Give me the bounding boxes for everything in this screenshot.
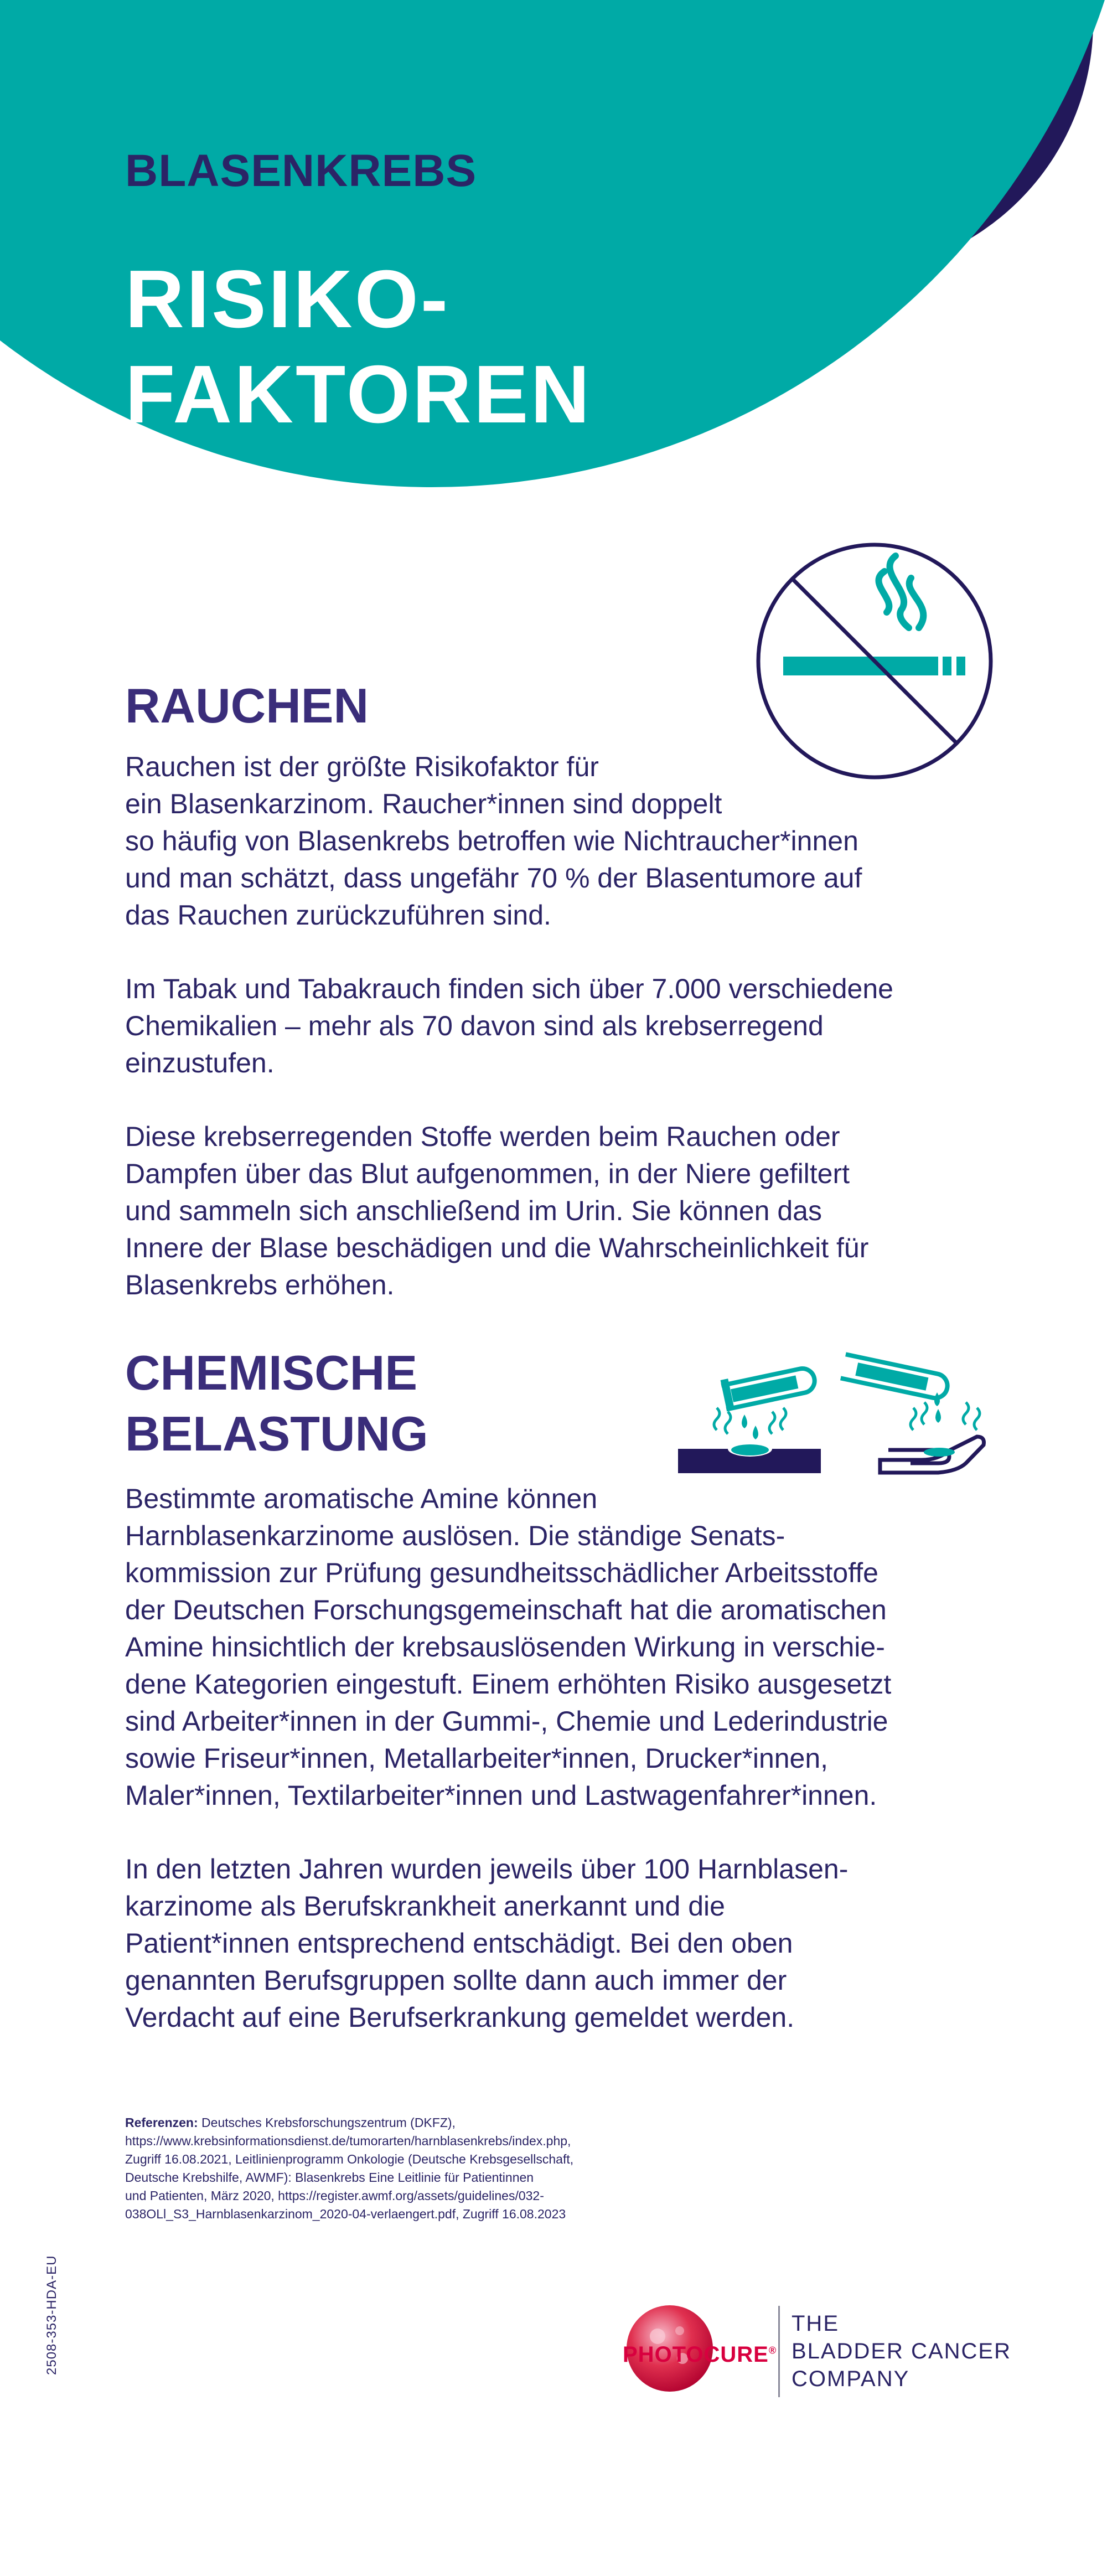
smoking-paragraph-1: Rauchen ist der größte Risikofaktor für ein Blasenkarzinom. Raucher*innen sind doppelt so häufig von Blasenkrebs betroffen wie Nichtraucher*innen und man schätzt, dass ungefähr 70 % der Blasentumore auf das Rauchen zurückzuführen sind. (125, 751, 862, 931)
section-heading-chemical-line2: BELASTUNG (125, 1406, 428, 1461)
chemical-body (125, 1480, 989, 2073)
page-title-line2: FAKTOREN (125, 349, 592, 440)
chemical-hazard-icon (678, 1331, 994, 1486)
page-title-line1: RISIKO- (125, 254, 451, 345)
section-heading-chemical-line1: CHEMISCHE (125, 1345, 418, 1400)
section-heading-chemical (125, 1343, 428, 1464)
logo-divider (778, 2306, 780, 2397)
brand-name: PHOTOCURE® (623, 2342, 777, 2367)
document-code: 2508-353-HDA-EU (44, 2255, 59, 2375)
smoking-paragraph-2: Im Tabak und Tabakrauch finden sich über 7.000 verschiedene Chemikalien – mehr als 70 davon sind als krebserregend einzustufen. (125, 973, 893, 1078)
kicker-label: BLASENKREBS (125, 146, 477, 196)
smoking-body (125, 748, 989, 1340)
no-smoking-icon (753, 539, 996, 783)
smoking-paragraph-3: Diese krebserregenden Stoffe werden beim Rauchen oder Dampfen über das Blut aufgenommen, in der Niere gefiltert und sammeln sich anschließend im Urin. Sie können das Innere der Blase beschädigen und die Wahrscheinlichkeit für Blasenkrebs erhöhen. (125, 1121, 869, 1300)
chemical-paragraph-2: In den letzten Jahren wurden jeweils über 100 Harnblasen- karzinome als Berufskrankheit anerkannt und die Patient*innen entsprechend entschädigt. Bei den oben genannten Berufsgruppen sollte dann auch immer der Verdacht auf eine Berufserkrankung gemeldet werden. (125, 1854, 849, 2033)
company-tagline: THE BLADDER CANCER COMPANY (792, 2311, 1011, 2391)
references-label: Referenzen: (125, 2115, 198, 2130)
page-title (125, 252, 592, 442)
section-heading-smoking: RAUCHEN (125, 678, 369, 733)
references: Referenzen: Deutsches Krebsforschungszentrum (DKFZ), https://www.krebsinformationsdienst.de/tumorarten/harnblasenkrebs/index.php, Zugriff 16.08.2021, Leitlinienprogramm Onkologie (Deutsche Krebsgesellschaft, Deutsche Krebshilfe, AWMF): Blasenkrebs Eine Leitlinie für Patientinnen und Patienten, März 2020, https://register.awmf.org/assets/guidelines/032- 038OLl_S3_Harnblasenkarzinom_2020-04-verlaengert.pdf, Zugriff 16.08.2023 (125, 2115, 574, 2221)
chemical-paragraph-1: Bestimmte aromatische Amine können Harnblasenkarzinome auslösen. Die ständige Senats- kommission zur Prüfung gesundheitsschädlicher Arbeitsstoffe der Deutschen Forschungsgemeinschaft hat die aromatischen Amine hinsichtlich der krebsauslösenden Wirkung in verschie- dene Kategorien eingestuft. Einem erhöhten Risiko ausgesetzt sind Arbeiter*innen in der Gummi-, Chemie und Lederindustrie sowie Friseur*innen, Metallarbeiter*innen, Drucker*innen, Maler*innen, Textilarbeiter*innen und Lastwagenfahrer*innen. (125, 1483, 892, 1811)
